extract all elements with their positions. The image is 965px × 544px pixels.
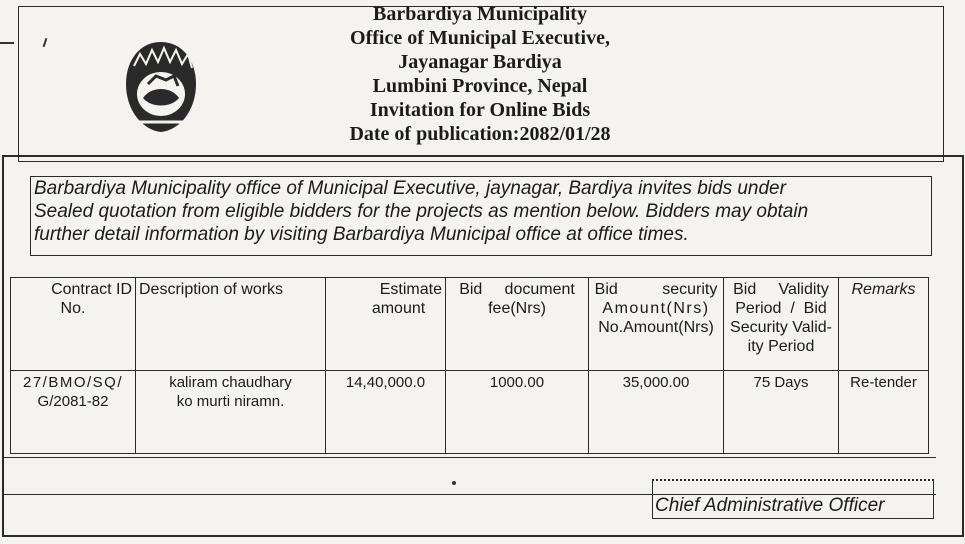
province-name: Lumbini Province, Nepal <box>372 75 588 97</box>
bids-table <box>10 277 929 454</box>
cell-estimate: 14,40,000.0 <box>326 371 446 454</box>
signature-box <box>652 479 934 519</box>
header-bid-fee: Bid document fee(Nrs) <box>446 278 589 371</box>
header-title-block <box>250 2 710 146</box>
nepal-emblem-icon <box>118 36 204 136</box>
cell-bid-validity: 75 Days <box>724 371 839 454</box>
header-remarks: Remarks <box>839 278 929 371</box>
header-contract-id: Contract ID No. <box>11 278 136 371</box>
header-bid-validity: Bid Validity Period / Bid Security Valid- ity Period <box>724 278 839 371</box>
cell-remarks: Re-tender <box>839 371 929 454</box>
notice-line: further detail information by visiting Barbardiya Municipal office at office times. <box>34 224 689 245</box>
scan-mark <box>0 42 14 44</box>
publication-date: Date of publication:2082/01/28 <box>349 123 611 145</box>
header-bid-security: Bid security Amount(Nrs) No.Amount(Nrs) <box>589 278 724 371</box>
notice-paragraph <box>30 176 932 256</box>
signatory-title: Chief Administrative Officer <box>655 495 885 516</box>
header-description: Description of works <box>136 278 326 371</box>
cell-bid-fee: 1000.00 <box>446 371 589 454</box>
header-estimate: Estimate amount <box>326 278 446 371</box>
cell-contract-id: 27/BMO/SQ/ G/2081-82 <box>11 371 136 454</box>
table-row <box>11 371 929 454</box>
notice-title: Invitation for Online Bids <box>369 99 591 121</box>
office-name: Office of Municipal Executive, <box>350 27 610 49</box>
municipality-name: Barbardiya Municipality <box>373 3 587 25</box>
cell-bid-security: 35,000.00 <box>589 371 724 454</box>
cell-description: kaliram chaudhary ko murti niramn. <box>136 371 326 454</box>
scan-mark <box>452 481 456 485</box>
table-header-row <box>11 278 929 371</box>
notice-line: Barbardiya Municipality office of Municipal Executive, jaynagar, Bardiya invites bids under <box>34 178 786 199</box>
location-name: Jayanagar Bardiya <box>398 51 562 73</box>
notice-line: Sealed quotation from eligible bidders for the projects as mention below. Bidders may obtain <box>34 201 809 222</box>
